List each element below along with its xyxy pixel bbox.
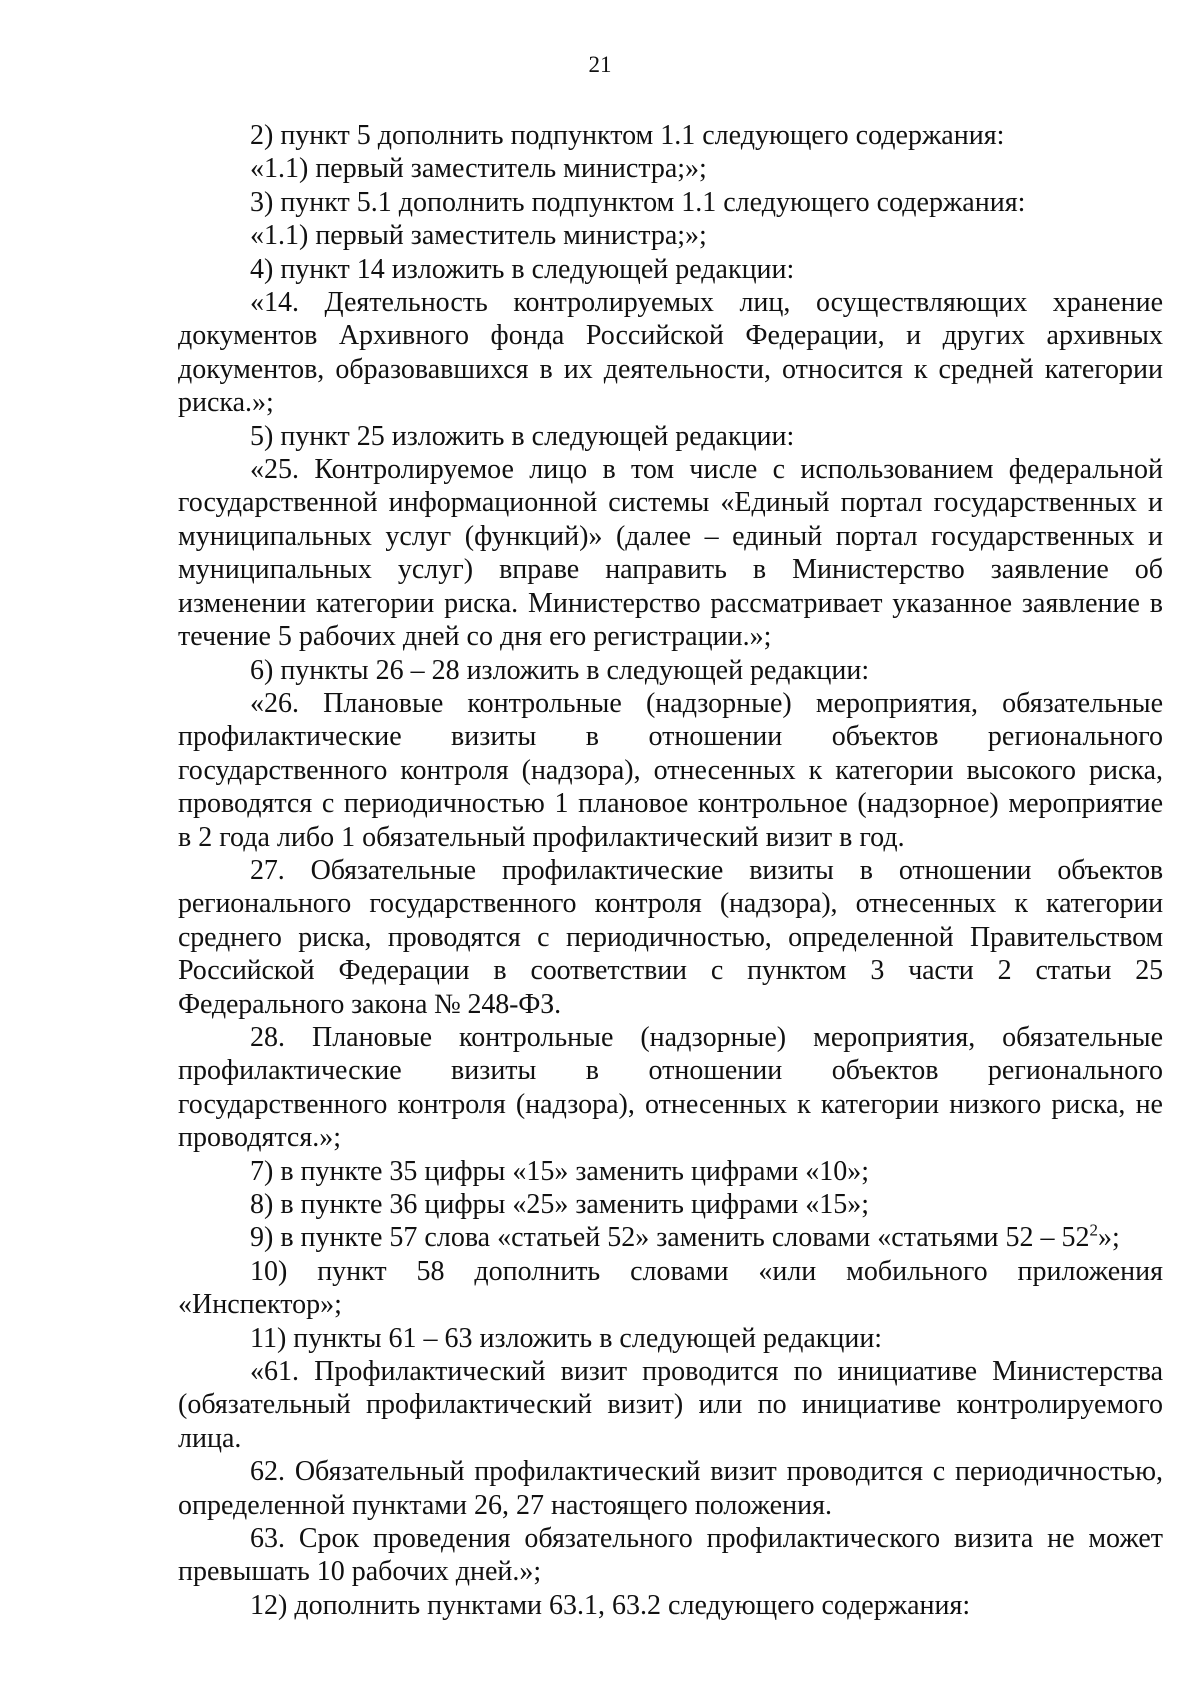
item-2-paragraph: 2) пункт 5 дополнить подпунктом 1.1 следующего содержания: (250, 120, 1005, 151)
item-12-paragraph: 12) дополнить пунктами 63.1, 63.2 следующего содержания: (250, 1589, 971, 1621)
item-3-paragraph: 3) пункт 5.1 дополнить подпунктом 1.1 следующего содержания: (250, 186, 1026, 218)
point-61-paragraph: «61. Профилактический визит проводится по инициативе Министерства (обязательный профилактический визит) или по инициативе контролируемого лица. (178, 1356, 1163, 1454)
point-63-paragraph: 63. Срок проведения обязательного профилактического визита не может превышать 10 рабочих дней.»; (178, 1523, 1163, 1588)
item-9-paragraph (178, 1221, 1163, 1254)
point-25-paragraph: «25. Контролируемое лицо в том числе с использованием федеральной государственной информационной системы «Единый портал государственных и муниципальных услуг (функций)» (далее – единый портал государственных и муниципальных услуг) вправе направить в Министерство заявление об изменении категории риска. Министерство рассматривает указанное заявление в течение 5 рабочих дней со дня его регистрации.»; (178, 454, 1163, 653)
point-62-paragraph: 62. Обязательный профилактический визит проводится с периодичностью, определенной пунктами 26, 27 настоящего положения. (178, 1456, 1163, 1521)
item-7-paragraph: 7) в пункте 35 цифры «15» заменить цифрами «10»; (250, 1155, 869, 1187)
item-5-paragraph: 5) пункт 25 изложить в следующей редакции: (250, 420, 795, 452)
superscript-2: 2 (1089, 1221, 1099, 1241)
quote-1-1-paragraph: «1.1) первый заместитель министра;»; (250, 153, 707, 185)
point-26-paragraph: «26. Плановые контрольные (надзорные) мероприятия, обязательные профилактические визиты в отношении объектов регионального государственного контроля (надзора), отнесенных к категории высокого риска, проводятся с периодичностью 1 плановое контрольное (надзорное) мероприятие в 2 года либо 1 обязательный профилактический визит в год. (178, 687, 1163, 853)
point-28-paragraph: 28. Плановые контрольные (надзорные) мероприятия, обязательные профилактические визиты в отношении объектов регионального государственного контроля (надзора), отнесенных к категории низкого риска, не проводятся.»; (178, 1021, 1163, 1154)
page-number: 21 (588, 52, 612, 77)
item-9-text: 9) в пункте 57 слова «статьей 52» заменить словами «статьями 52 – 52 (250, 1222, 1090, 1254)
item-9-ending: »; (1098, 1222, 1120, 1254)
item-10-paragraph: 10) пункт 58 дополнить словами «или мобильного приложения «Инспектор»; (178, 1255, 1163, 1321)
item-6-paragraph: 6) пункты 26 – 28 изложить в следующей редакции: (250, 654, 870, 686)
quote-1-1-paragraph-2: «1.1) первый заместитель министра;»; (250, 220, 707, 252)
point-27-paragraph: 27. Обязательные профилактические визиты в отношении объектов регионального государственного контроля (надзора), отнесенных к категории среднего риска, проводятся с периодичностью, определенной Правительством Российской Федерации в соответствии с пунктом 3 части 2 статьи 25 Федерального закона № 248-ФЗ. (178, 854, 1163, 1020)
item-4-paragraph: 4) пункт 14 изложить в следующей редакции: (250, 253, 795, 285)
point-14-paragraph: «14. Деятельность контролируемых лиц, осуществляющих хранение документов Архивного фонда Российской Федерации, и других архивных документов, образовавшихся в их деятельности, относится к средней категории риска.»; (178, 287, 1163, 419)
item-11-paragraph: 11) пункты 61 – 63 изложить в следующей редакции: (250, 1322, 883, 1354)
item-8-paragraph: 8) в пункте 36 цифры «25» заменить цифрами «15»; (250, 1189, 869, 1220)
document-body (178, 119, 1163, 1622)
